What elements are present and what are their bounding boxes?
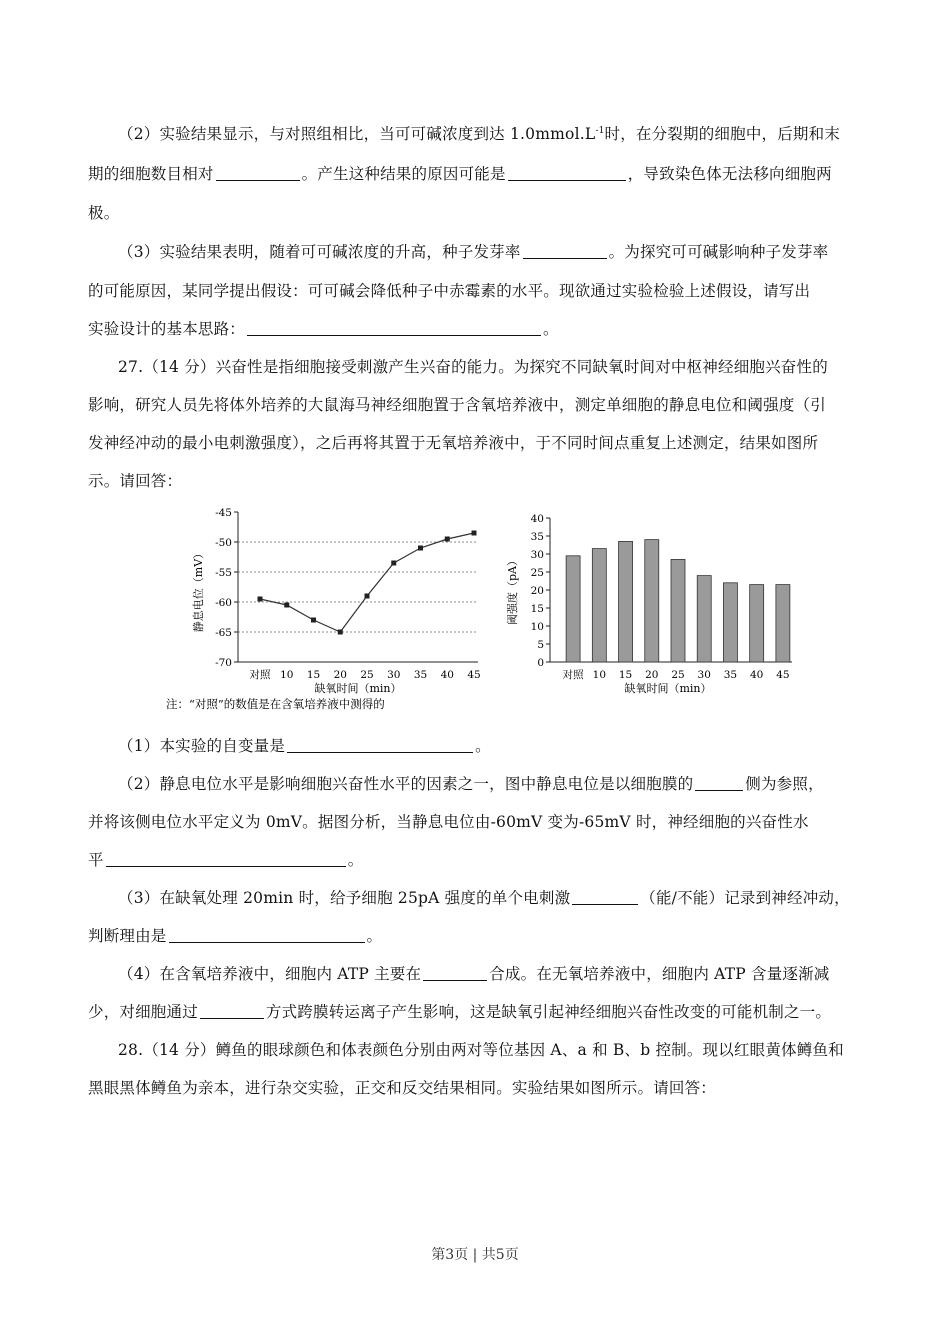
bar-chart-xtick-label: 40 [749, 669, 764, 681]
q27-stem-line2: 影响，研究人员先将体外培养的大鼠海马神经细胞置于含氧培养液中，测定单细胞的静息电位和阈强度（引 [88, 396, 826, 414]
bar-chart-bar [776, 585, 790, 662]
bar-chart-xtick-label: 15 [618, 669, 633, 681]
answer-blank[interactable] [287, 738, 473, 753]
line-chart-xtick-label: 30 [387, 669, 401, 681]
answer-blank[interactable] [423, 966, 487, 981]
bar-chart-xtick-label: 10 [592, 669, 607, 681]
line-chart-data-point [338, 630, 343, 635]
bar-chart-bar [592, 549, 606, 662]
line-chart-ytick-label: -60 [215, 597, 232, 609]
page-footer: 第3页 | 共5页 [431, 1247, 519, 1263]
bar-chart-ytick-label: 30 [530, 549, 544, 561]
line-chart-ytick-label: -65 [215, 627, 232, 639]
line-chart-series-line [260, 533, 474, 632]
bar-chart-ytick-label: 35 [530, 531, 544, 543]
q26-part2-line3: 极。 [88, 204, 120, 222]
q27-part2-line2: 并将该侧电位水平定义为 0mV。据图分析，当静息电位由-60mV 变为-65mV 时，神经细胞的兴奋性水 [88, 813, 809, 831]
q27-figure [160, 500, 800, 720]
line-chart-data-point [258, 597, 263, 602]
line-chart-data-point [391, 561, 396, 566]
bar-chart-bar [697, 576, 711, 662]
line-chart-xlabel: 缺氧时间（min） [314, 682, 402, 695]
bar-chart-ytick-label: 10 [530, 621, 544, 633]
q27-part2-line3: 平 。 [88, 851, 364, 869]
bar-chart-ytick-label: 20 [530, 585, 544, 597]
q26-part2-line1: （2）实验结果显示，与对照组相比，当可可碱浓度到达 $1.0mmol.L^{-1}$时，在分裂期的细胞中，后期和末 [118, 125, 841, 143]
answer-blank[interactable] [572, 890, 638, 905]
q28-stem-line2: 黑眼黑体鳟鱼为亲本，进行杂交实验，正交和反交结果相同。实验结果如图所示。请回答： [88, 1079, 717, 1097]
line-chart-data-point [365, 594, 370, 599]
q27-part3-line2: 判断理由是 。 [88, 927, 383, 945]
line-chart-xtick-label: 对照 [249, 669, 271, 681]
q26-part3-line2: 的可能原因，某同学提出假设：可可碱会降低种子中赤霉素的水平。现欲通过实验检验上述假设，请写出 [88, 282, 811, 300]
bar-chart-xtick-label: 20 [645, 669, 659, 681]
bar-chart-bar [750, 585, 764, 662]
line-chart-note: 注：“对照”的数值是在含氧培养液中测得的 [166, 697, 385, 711]
bar-chart-ytick-label: 15 [530, 603, 544, 615]
q27-part4-line1: （4）在含氧培养液中，细胞内 ATP 主要在 合成。在无氧培养液中，细胞内 ATP 含量逐渐减 [118, 965, 830, 983]
answer-blank[interactable] [106, 852, 346, 867]
q26-part3-line1: （3）实验结果表明，随着可可碱浓度的升高，种子发芽率 。为探究可可碱影响种子发芽率 [118, 243, 829, 261]
answer-blank[interactable] [695, 776, 743, 791]
answer-blank[interactable] [247, 321, 541, 336]
bar-chart-xtick-label: 对照 [562, 669, 584, 681]
bar-chart [505, 513, 792, 695]
bar-chart-bar [723, 583, 737, 662]
q26-part2-line2: 期的细胞数目相对 。产生这种结果的原因可能是 ，导致染色体无法移向细胞两 [88, 165, 832, 183]
bar-chart-xtick-label: 35 [723, 669, 738, 681]
q27-part2-line1: （2）静息电位水平是影响细胞兴奋性水平的因素之一，图中静息电位是以细胞膜的 侧为参照， [118, 775, 824, 793]
q27-stem-line1: 27.（14 分）兴奋性是指细胞接受刺激产生兴奋的能力。为探究不同缺氧时间对中枢神经细胞兴奋性的 [118, 358, 828, 376]
line-chart-data-point [472, 531, 477, 536]
q27-figure-svg [160, 500, 800, 720]
line-chart-xtick-label: 10 [280, 669, 294, 681]
bar-chart-ytick-label: 0 [537, 657, 544, 669]
q26-part3-line3: 实验设计的基本思路： 。 [88, 320, 559, 338]
line-chart-xtick-label: 15 [306, 669, 321, 681]
line-chart-xtick-label: 45 [467, 669, 481, 681]
bar-chart-ytick-label: 5 [537, 639, 544, 651]
line-chart [166, 507, 481, 711]
line-chart-data-point [284, 603, 289, 608]
bar-chart-xtick-label: 30 [697, 669, 711, 681]
answer-blank[interactable] [169, 928, 365, 943]
answer-blank[interactable] [216, 166, 300, 181]
bar-chart-bar [645, 540, 659, 662]
line-chart-xtick-label: 35 [413, 669, 428, 681]
q27-part4-line2: 少，对细胞通过 方式跨膜转运离子产生影响，这是缺氧引起神经细胞兴奋性改变的可能机制之一。 [88, 1003, 832, 1021]
line-chart-xtick-label: 25 [360, 669, 374, 681]
q27-stem-line4: 示。请回答： [88, 472, 183, 490]
line-chart-data-point [445, 537, 450, 542]
q27-part3-line1: （3）在缺氧处理 20min 时，给予细胞 25pA 强度的单个电刺激 （能/不能）记录到神经冲动， [118, 889, 850, 907]
line-chart-ytick-label: -45 [215, 507, 232, 519]
q28-stem-line1: 28.（14 分）鳟鱼的眼球颜色和体表颜色分别由两对等位基因 A、a 和 B、b 控制。现以红眼黄体鳟鱼和 [118, 1041, 844, 1059]
line-chart-data-point [418, 546, 423, 551]
bar-chart-xtick-label: 25 [671, 669, 685, 681]
line-chart-xtick-label: 40 [440, 669, 454, 681]
line-chart-xtick-label: 20 [333, 669, 347, 681]
bar-chart-bar [671, 559, 685, 662]
line-chart-ytick-label: -70 [215, 657, 232, 669]
answer-blank[interactable] [200, 1004, 264, 1019]
bar-chart-ytick-label: 25 [530, 567, 544, 579]
answer-blank[interactable] [523, 244, 607, 259]
line-chart-ylabel: 静息电位（mV） [192, 547, 205, 633]
bar-chart-xtick-label: 45 [776, 669, 790, 681]
q27-part1: （1）本实验的自变量是 。 [118, 737, 491, 755]
line-chart-data-point [311, 618, 316, 623]
bar-chart-ytick-label: 40 [530, 513, 544, 525]
bar-chart-bar [619, 541, 633, 662]
bar-chart-bar [566, 556, 580, 662]
line-chart-ytick-label: -55 [215, 567, 232, 579]
q27-stem-line3: 发神经冲动的最小电刺激强度），之后再将其置于无氧培养液中，于不同时间点重复上述测定，结果如图所 [88, 434, 819, 452]
line-chart-ytick-label: -50 [215, 537, 232, 549]
bar-chart-ylabel: 阈强度（pA） [506, 555, 519, 625]
answer-blank[interactable] [508, 166, 626, 181]
bar-chart-xlabel: 缺氧时间（min） [624, 682, 712, 695]
